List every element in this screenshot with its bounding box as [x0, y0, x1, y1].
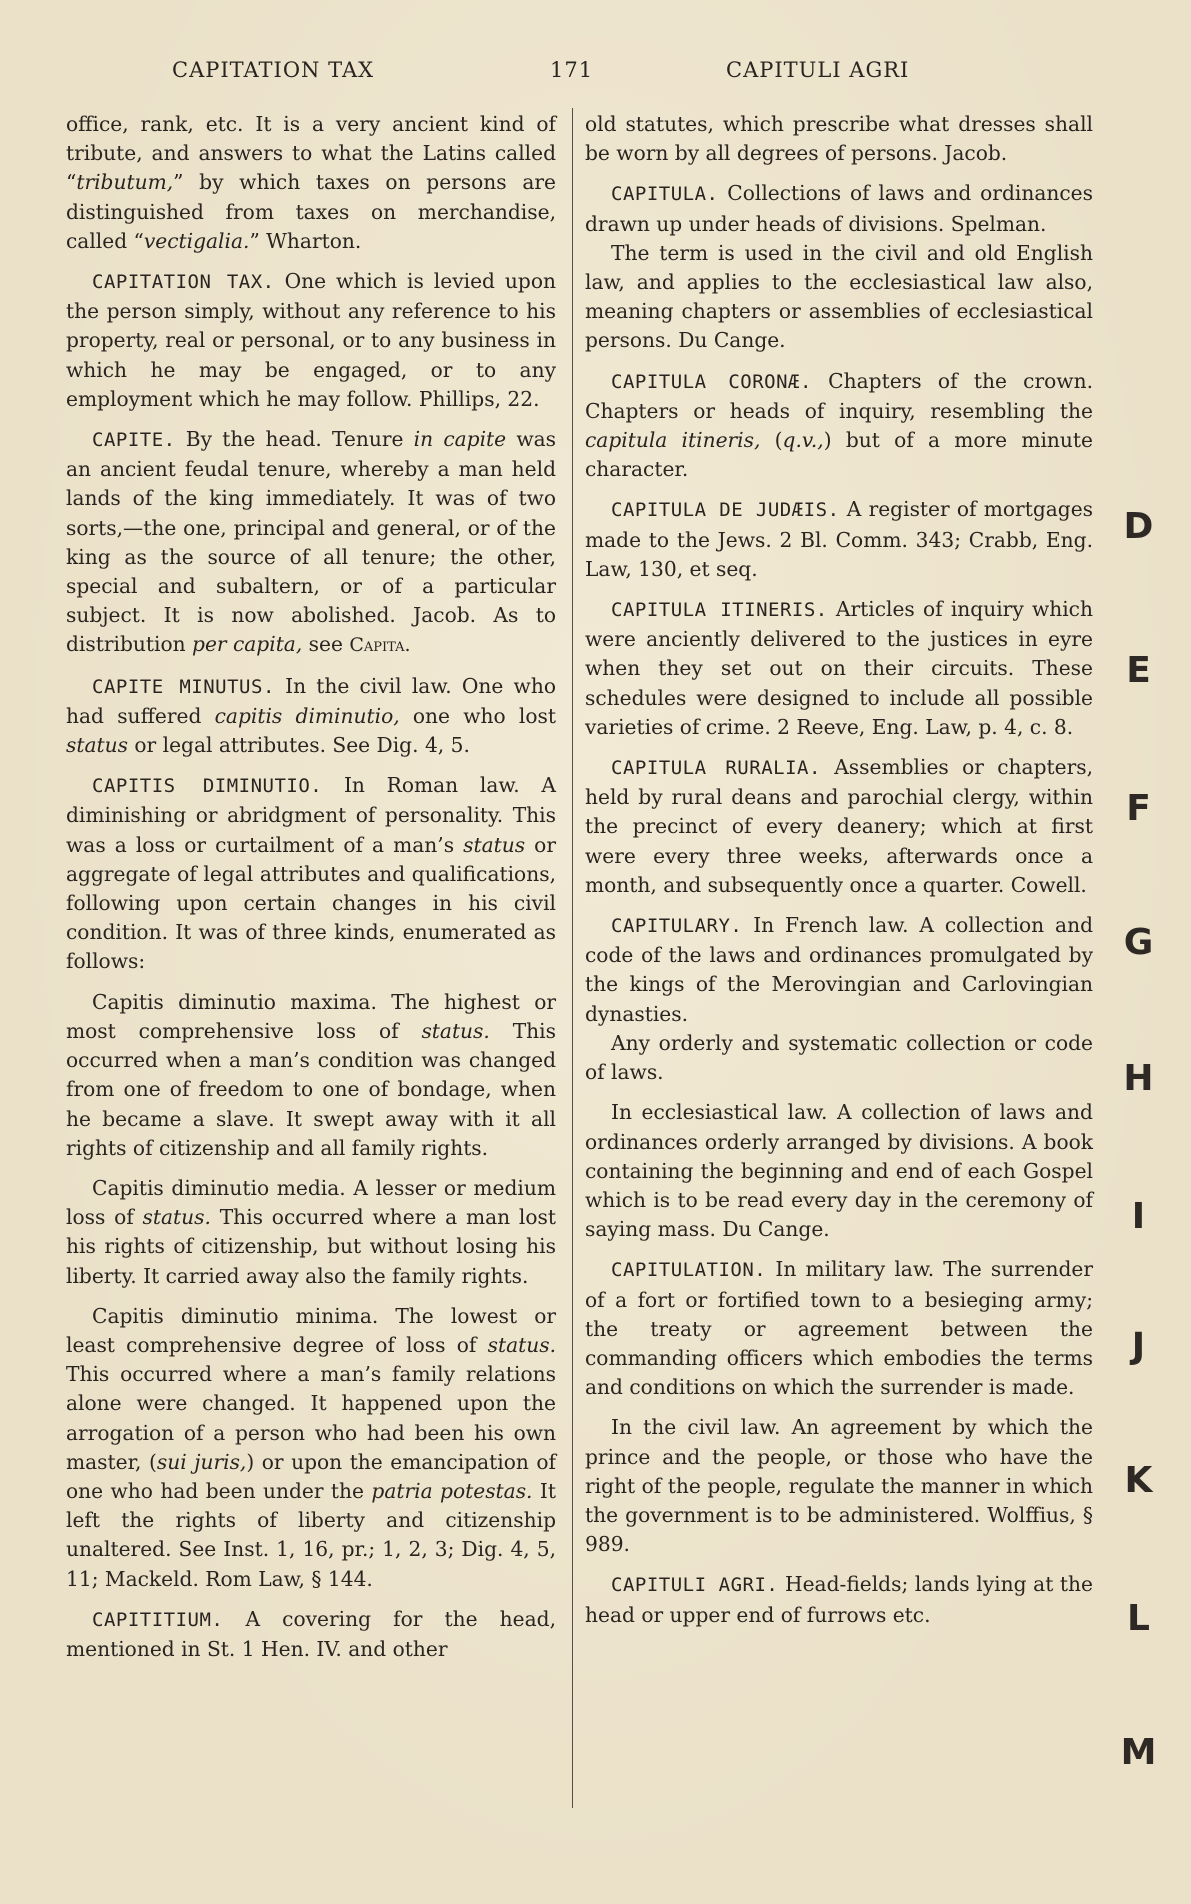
latin-term: capitula itineris, [585, 428, 761, 453]
latin-term: vectigalia. [143, 228, 250, 253]
entry-text [585, 179, 1093, 238]
thumb-letter-l[interactable]: L [1127, 1598, 1149, 1639]
definition: One which is levied upon the person simply, without any reference to his property, real or personal, or to any business in which he may be engaged, or to any employment which he may follow. Phillips, 22. [66, 269, 556, 411]
entry-capitulation [585, 1255, 1093, 1559]
definition: A covering for the head, mentioned in St. 1 Hen. IV. and other [66, 1606, 556, 1661]
entry-capitula-ruralia [585, 753, 1093, 900]
entry-text [585, 595, 1093, 742]
text-run: see [302, 632, 350, 657]
text-run: ( [760, 428, 783, 453]
entry-text [585, 753, 1093, 900]
latin-term: patria potestas. [371, 1478, 533, 1503]
entry-text [66, 1605, 556, 1664]
entry-text: Any orderly and systematic collection or code of laws. [585, 1030, 1093, 1085]
entry-capituli-agri [585, 1570, 1093, 1629]
headword: CAPITE. [92, 429, 176, 452]
latin-term: capitis diminutio, [214, 703, 400, 728]
definition: In military law. The surrender of a fort or fortified town to a besieging army; the treaty or agreement between the commanding officers which embodies the terms and conditions on which the surrender is made. [585, 1257, 1093, 1400]
entry-text [66, 425, 556, 661]
text-run: was an ancient feudal tenure, whereby a man held lands of the king immediately. It was of two sorts,—the one, principal and general, or of the king as the source of all tenure; the other, special and subaltern, or of a particular subject. It is now abolished. Jacob. As to distribution [66, 427, 557, 657]
text-run: It left the rights of liberty and citizenship unaltered. See Inst. 1, 16, pr.; 1, 2, 3; Dig. 4, 5, 11; Mackeld. Rom Law, § 144. [66, 1478, 556, 1591]
thumb-letter-d[interactable]: D [1123, 506, 1153, 547]
text-run: ” by which taxes on persons are distinguished from taxes on merchandise, called “ [66, 170, 556, 253]
headword: CAPITULA DE JUDÆIS. [611, 499, 840, 522]
entry-text [66, 267, 556, 414]
entry-text: In ecclesiastical law. A collection of laws and ordinances orderly arranged by divisions. A book containing the beginning and end of each Gospel which is to be read every day in the ceremony of saying mass. Du Cange. [585, 1100, 1093, 1242]
entry-text [585, 495, 1093, 584]
text-run: This occurred where a man’s family relations alone were changed. It happened upon the arrogation of a person who had been his own master, ( [66, 1362, 556, 1474]
headword: CAPITIS DIMINUTIO. [92, 775, 323, 798]
headword: CAPITULA ITINERIS. [611, 599, 828, 622]
latin-term: status [463, 832, 526, 857]
text-run: ) or upon the emancipation of one who had been under the [66, 1449, 556, 1503]
latin-term: q.v., [782, 428, 824, 453]
text-run: In the civil law. One who had suffered [66, 673, 556, 728]
running-head [60, 52, 1090, 92]
thumb-letter-h[interactable]: H [1123, 1058, 1153, 1099]
entry-capitula [585, 179, 1093, 355]
headword: CAPITULATION. [611, 1259, 767, 1282]
entry-capitulary [585, 911, 1093, 1244]
thumb-letter-e[interactable]: E [1126, 650, 1150, 691]
entry-capitula-itineris [585, 595, 1093, 742]
entry-text [585, 367, 1093, 485]
text-run: office, rank, etc. It is a very ancient kind of tribute, and answers to what the Latins called “ [66, 112, 556, 195]
latin-term: sui juris, [156, 1449, 247, 1474]
page-number: 171 [550, 58, 594, 82]
definition: Collections of laws and ordinances drawn up under heads of divisions. Spelman. [585, 181, 1093, 236]
thumb-letter-j[interactable]: J [1131, 1326, 1145, 1367]
headword: CAPITE MINUTUS. [92, 675, 275, 698]
headword: CAPITITIUM. [92, 1608, 224, 1631]
headword: CAPITULA RURALIA. [611, 757, 821, 780]
text-run: one who lost [399, 703, 556, 728]
headword: CAPITULA. [611, 183, 719, 206]
entry-capitula-de-judaeis [585, 495, 1093, 584]
thumb-letter-g[interactable]: G [1123, 922, 1153, 963]
text-run: In Roman law. A diminishing or abridgment of personality. This was a loss or curtailment of a man’s [66, 773, 556, 857]
running-head-left: CAPITATION TAX [172, 58, 375, 82]
latin-term: status. [487, 1332, 556, 1357]
definition: Head-fields; lands lying at the head or upper end of furrows etc. [585, 1572, 1093, 1627]
thumb-letter-m[interactable]: M [1120, 1732, 1156, 1773]
text-run: or aggregate of legal attributes and qualifications, following upon certain changes in his civil condition. It was of three kinds, enumerated as follows: [66, 832, 556, 974]
latin-term: status. [421, 1018, 490, 1043]
entry-text [66, 672, 556, 761]
thumb-letter-i[interactable]: I [1131, 1196, 1145, 1237]
definition: Assemblies or chapters, held by rural deans and parochial clergy, within the precinct of every deanery; which at first were every three weeks, afterwards once a month, and subsequently once a quarter. Cowell. [585, 755, 1093, 897]
headword: CAPITATION TAX. [92, 271, 275, 294]
latin-term: in capite [413, 427, 507, 452]
text-run: or legal attributes. See Dig. 4, 5. [127, 733, 470, 758]
entry-text: In the civil law. An agreement by which the prince and the people, or those who have the right of the people, regulate the manner in which the government is to be administered. Wolffius, § 989. [585, 1415, 1093, 1557]
text-run: This occurred when a man’s condition was changed from one of freedom to one of bondage, when he became a slave. It swept away with it all rights of citizenship and all family rights. [66, 1018, 556, 1160]
thumb-index [1118, 0, 1168, 1904]
headword: CAPITULI AGRI. [611, 1574, 779, 1597]
text-run: This occurred where a man lost his rights of citizenship, but without losing his liberty. It carried away also the family rights. [66, 1205, 556, 1288]
subentry-minima [66, 1302, 556, 1594]
text-run: By the head. Tenure [175, 427, 414, 452]
cross-reference: Capita. [349, 634, 411, 657]
entry-capite-minutus [66, 672, 556, 761]
entry-capite [66, 425, 556, 661]
text-run: ) but of a more minute character. [585, 428, 1093, 482]
entry-capitula-coronae [585, 367, 1093, 485]
right-column [585, 110, 1093, 1641]
entry-capitis-diminutio [66, 771, 556, 1593]
headword: CAPITULARY. [611, 915, 743, 938]
text-run: Capitis diminutio maxima. The highest or most comprehensive loss of [66, 989, 556, 1043]
entry-text: The term is used in the civil and old English law, and applies to the ecclesiastical law also, meaning chapters or assemblies of ecclesiastical persons. Du Cange. [585, 240, 1093, 353]
latin-term: status [66, 733, 128, 758]
entry-continuation [66, 110, 556, 256]
entry-continuation [585, 110, 1093, 168]
entry-text [66, 110, 556, 256]
entry-text [66, 771, 556, 976]
text-run: ” Wharton. [249, 228, 362, 253]
text-run: Chapters of the crown. Chapters or heads of inquiry, resembling the [585, 368, 1093, 423]
thumb-letter-f[interactable]: F [1126, 788, 1150, 829]
latin-term: tributum, [76, 170, 174, 195]
latin-term: per capita, [192, 632, 303, 657]
definition: In French law. A collection and code of the laws and ordinances promulgated by the kings of the Merovingian and Carlovingian dynasties. [585, 913, 1093, 1026]
entry-capititium [66, 1605, 556, 1664]
thumb-letter-k[interactable]: K [1124, 1460, 1152, 1501]
text-run: Capitis diminutio media. A lesser or medium loss of [66, 1175, 556, 1230]
definition: Articles of inquiry which were anciently delivered to the justices in eyre when they set out on their circuits. These schedules were designed to include all possible varieties of crime. 2 Reeve, Eng. Law, p. 4, c. 8. [585, 597, 1093, 739]
subentry-media [66, 1174, 556, 1291]
running-head-right: CAPITULI AGRI [726, 58, 910, 82]
headword: CAPITULA CORONÆ. [611, 370, 812, 393]
latin-term: status. [142, 1205, 211, 1230]
entry-text [585, 911, 1093, 1029]
entry-text [585, 1255, 1093, 1402]
text-run: Capitis diminutio minima. The lowest or least comprehensive degree of loss of [66, 1303, 556, 1357]
entry-text [585, 1570, 1093, 1629]
column-divider [572, 108, 573, 1808]
left-column [66, 110, 556, 1675]
entry-text: old statutes, which prescribe what dresses shall be worn by all degrees of persons. Jacob. [585, 112, 1093, 166]
entry-capitation-tax [66, 267, 556, 414]
definition: A register of mortgages made to the Jews. 2 Bl. Comm. 343; Crabb, Eng. Law, 130, et seq. [585, 497, 1094, 581]
subentry-maxima [66, 988, 556, 1163]
